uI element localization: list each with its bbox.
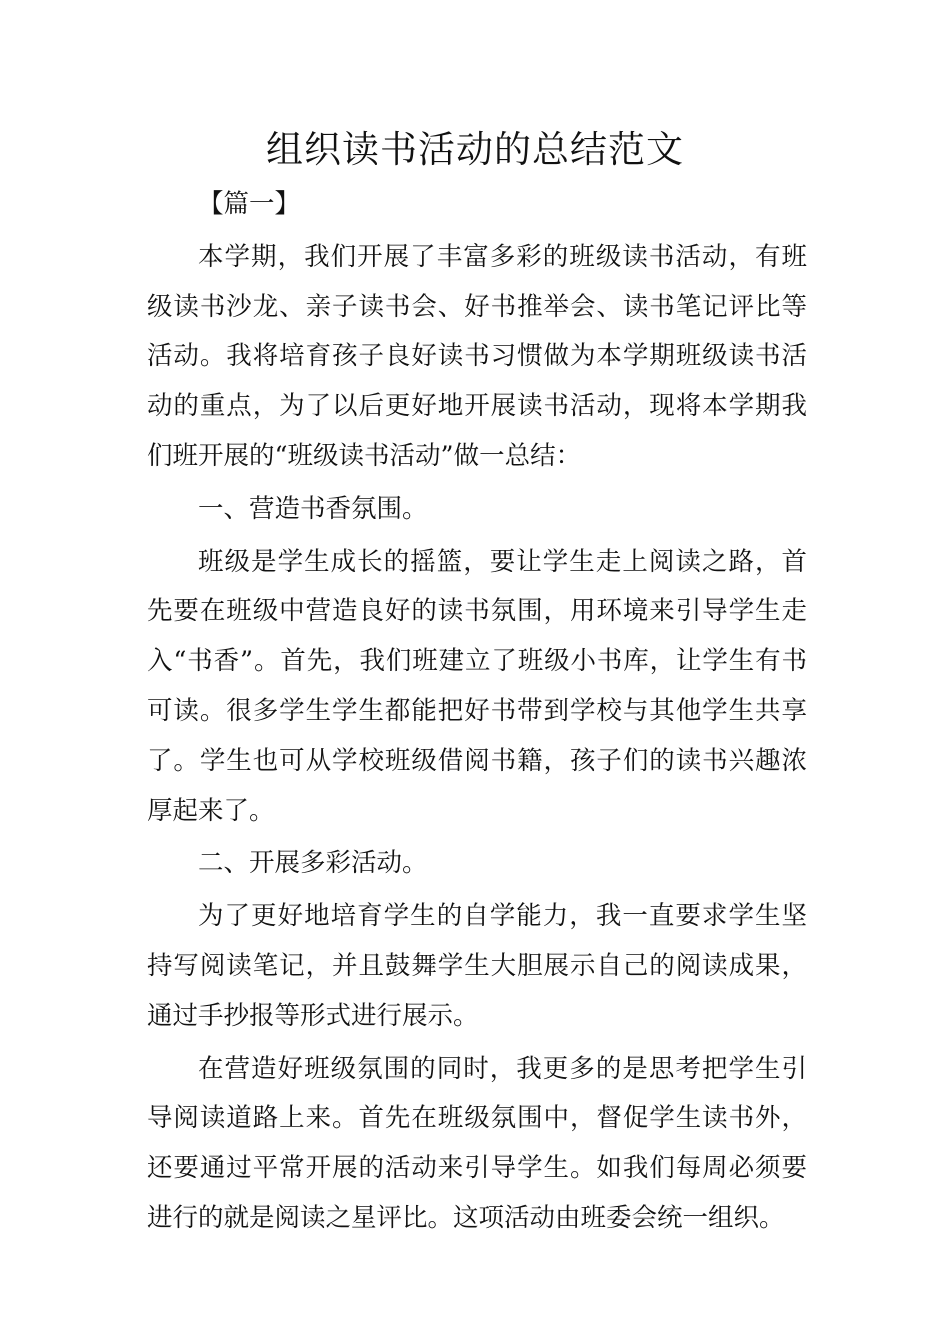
paragraph-intro: 本学期，我们开展了丰富多彩的班级读书活动，有班级读书沙龙、亲子读书会、好书推举会、读书笔记评比等活动。我将培育孩子良好读书习惯做为本学期班级读书活动的重点，为了以后更好地开展读书活动，现将本学期我们班开展的“班级读书活动”做一总结： (147, 241, 807, 471)
heading-atmosphere: 一、营造书香氛围。 (198, 493, 428, 524)
document-body (147, 180, 807, 1244)
paragraph-atmosphere: 班级是学生成长的摇篮，要让学生走上阅读之路，首先要在班级中营造良好的读书氛围，用环境来引导学生走入“书香”。首先，我们班建立了班级小书库，让学生有书可读。很多学生学生都能把好书带到学校与其他学生共享了。学生也可从学校班级借阅书籍，孩子们的读书兴趣浓厚起来了。 (147, 546, 807, 826)
document-title: 组织读书活动的总结范文 (266, 128, 684, 171)
heading-activities: 二、开展多彩活动。 (198, 848, 428, 879)
paragraph-guidance: 在营造好班级氛围的同时，我更多的是思考把学生引导阅读道路上来。首先在班级氛围中，督促学生读书外，还要通过平常开展的活动来引导学生。如我们每周必须要进行的就是阅读之星评比。这项活动由班委会统一组织。 (147, 1053, 807, 1233)
section-label: 【篇一】 (198, 189, 301, 219)
paragraph-activities: 为了更好地培育学生的自学能力，我一直要求学生坚持写阅读笔记，并且鼓舞学生大胆展示自己的阅读成果，通过手抄报等形式进行展示。 (147, 901, 807, 1031)
